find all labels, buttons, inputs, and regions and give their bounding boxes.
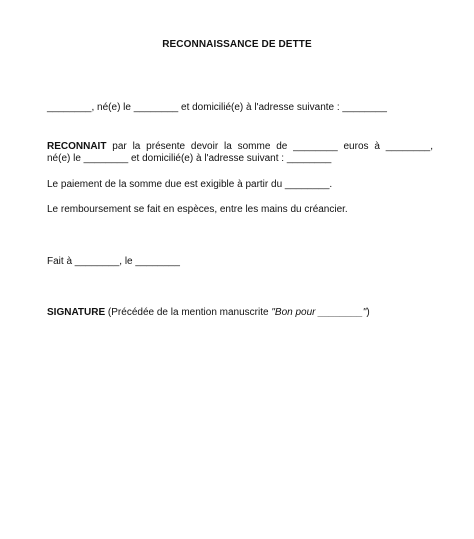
reconnait-line2-text: né(e) le ________ et domicilié(e) à l'adresse suivant : ________ — [47, 153, 332, 164]
reconnait-paragraph-line1 — [47, 141, 433, 153]
document-title: RECONNAISSANCE DE DETTE — [162, 39, 312, 50]
fait-line: Fait à ________, le ________ — [47, 256, 180, 267]
reconnait-keyword: RECONNAIT — [47, 141, 107, 152]
signature-keyword: SIGNATURE — [47, 307, 106, 318]
payment-line: Le paiement de la somme due est exigible à partir du ________. — [47, 179, 333, 190]
signature-line — [47, 307, 370, 319]
signature-quote: "Bon pour ________" — [271, 307, 367, 318]
signature-close: ) — [366, 307, 370, 318]
reimbursement-line: Le remboursement se fait en espèces, entre les mains du créancier. — [47, 204, 348, 215]
signature-mention: (Précédée de la mention manuscrite — [105, 307, 272, 318]
identity-line: ________, né(e) le ________ et domicilié(e) à l'adresse suivante : ________ — [47, 102, 387, 113]
reconnait-line1-text: par la présente devoir la somme de ________ euros à ________, — [106, 141, 433, 152]
